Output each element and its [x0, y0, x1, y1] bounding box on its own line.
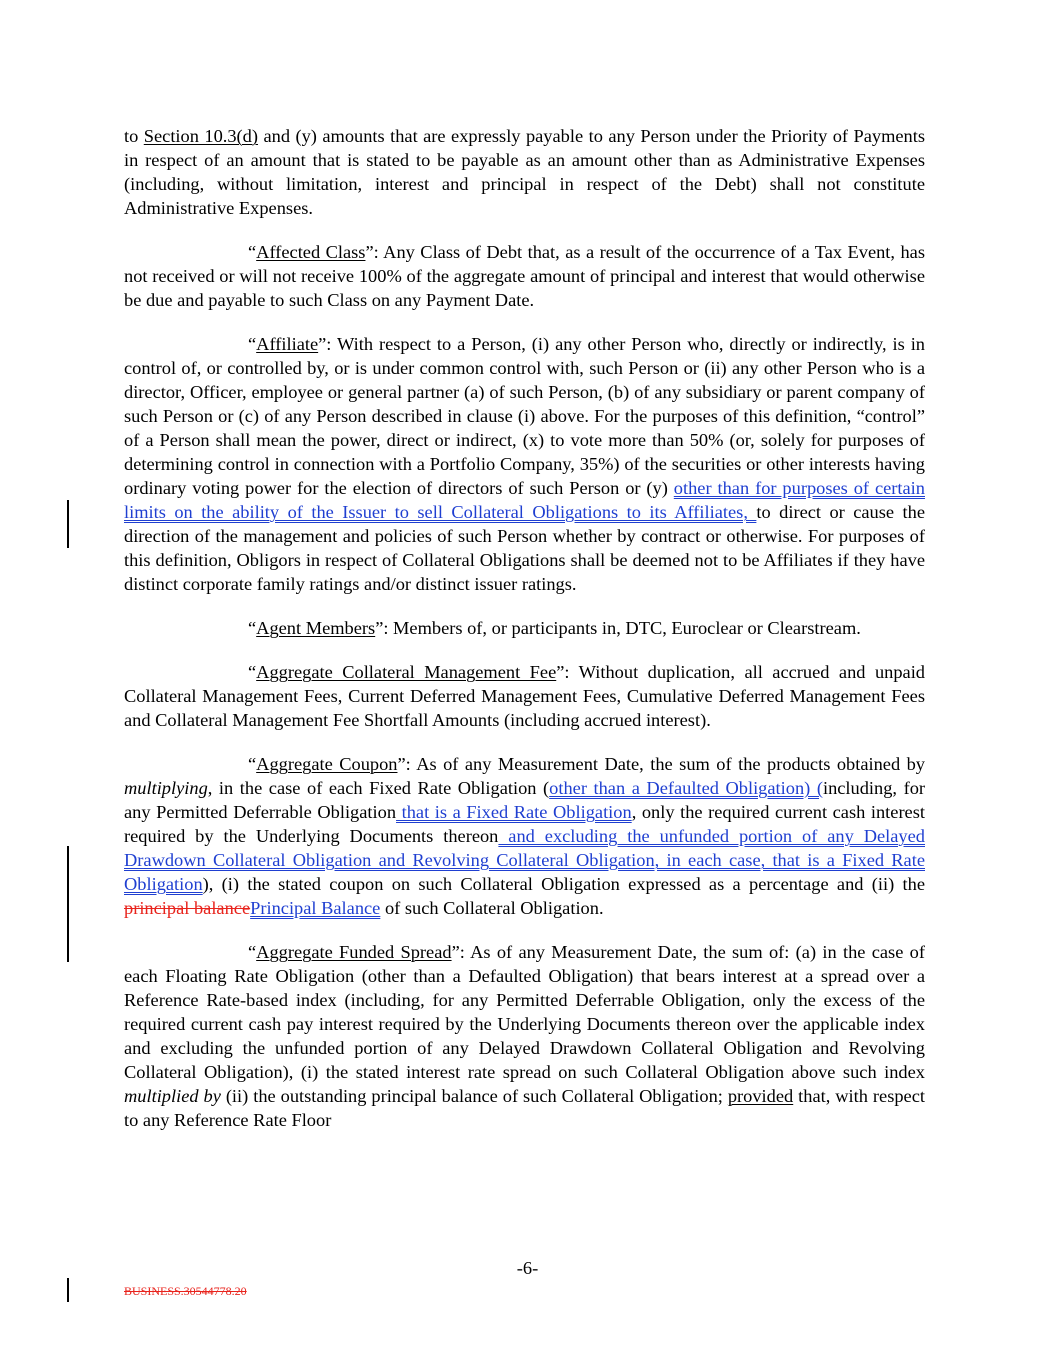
text-run: and (y) amounts that are expressly payable to any Person under the Priority of Payments in respect of an amount that is stated to be payable as an amount other than as Administrative Expenses (including, without limitation, interest and principal in respect of the Debt) shall not constitute Administrative Expenses.	[124, 126, 926, 218]
text-run: “	[248, 754, 257, 774]
text-run: “	[248, 242, 257, 262]
text-run: that, with respect to any Reference Rate Floor	[124, 1086, 925, 1130]
footer-document-id-deleted: BUSINESS.30544778.20	[124, 1284, 247, 1298]
defined-term-underlined: provided	[727, 1086, 794, 1106]
text-run: (ii) the outstanding principal balance of such Collateral Obligation;	[220, 1086, 728, 1106]
text-run: , only the required current cash interest required by the Underlying Documents thereon	[124, 802, 925, 846]
tracked-insertion: other than a Defaulted Obligation) (	[549, 778, 823, 798]
change-bar-affiliate	[67, 500, 69, 548]
text-run: to	[124, 126, 144, 146]
defined-term-underlined: Agent Members	[256, 618, 376, 638]
paragraph-agent-members	[124, 616, 925, 640]
document-page	[124, 124, 925, 1152]
change-bar-aggregate-coupon	[67, 846, 69, 962]
tracked-deletion: principal balance	[124, 898, 251, 918]
paragraph-aggregate-coupon	[124, 752, 925, 920]
change-bar-footer	[67, 1278, 69, 1302]
defined-term-underlined: Affected Class	[256, 242, 366, 262]
text-run: ”: As of any Measurement Date, the sum of: (a) in the case of each Floating Rate Obligation (other than a Defaulted Obligation) that bears interest at a spread over a Reference Rate-based index (including, for any Permitted Deferrable Obligation, only the excess of the required current cash pay interest required by the Underlying Documents thereon over the applicable index and excluding the unfunded portion of any Delayed Drawdown Collateral Obligation and Revolving Collateral Obligation), (i) the stated interest rate spread on such Collateral Obligation above such index	[124, 942, 925, 1082]
tracked-insertion: that is a Fixed Rate Obligation	[396, 802, 632, 822]
italic-text: multiplied by	[124, 1086, 221, 1106]
text-run: ”: Any Class of Debt that, as a result of the occurrence of a Tax Event, has not received or will not receive 100% of the aggregate amount of principal and interest that would otherwise be due and payable to such Class on any Payment Date.	[124, 242, 925, 310]
paragraph-affiliate	[124, 332, 925, 596]
defined-term-underlined: Aggregate Funded Spread	[256, 942, 452, 962]
text-run: to direct or cause the direction of the management and policies of such Person whether by contract or otherwise. For purposes of this definition, Obligors in respect of Collateral Obligations shall be deemed not to be Affiliates if they have distinct corporate family ratings and/or distinct issuer ratings.	[124, 502, 925, 594]
paragraph-aggregate-funded-spread	[124, 940, 925, 1132]
text-run: of such Collateral Obligation.	[380, 898, 604, 918]
text-run: ), (i) the stated coupon on such Collateral Obligation expressed as a percentage and (ii) the	[202, 874, 925, 894]
paragraph-aggregate-collateral-management-fee	[124, 660, 925, 732]
text-run: , in the case of each Fixed Rate Obligation (	[207, 778, 550, 798]
paragraph-admin-expenses-tail	[124, 124, 925, 220]
page-number: -6-	[516, 1258, 539, 1278]
paragraph-affected-class	[124, 240, 925, 312]
tracked-insertion: Principal Balance	[250, 898, 381, 918]
defined-term-underlined: Aggregate Coupon	[256, 754, 398, 774]
text-run: ”: Members of, or participants in, DTC, Euroclear or Clearstream.	[375, 618, 861, 638]
italic-text: multiplying	[124, 778, 208, 798]
text-run: “	[248, 334, 257, 354]
text-run: “	[248, 618, 257, 638]
text-run: “	[248, 942, 257, 962]
defined-term-underlined: Aggregate Collateral Management Fee	[256, 662, 557, 682]
text-run: ”: Without duplication, all accrued and unpaid Collateral Management Fees, Current Deferred Management Fees, Cumulative Deferred Management Fees and Collateral Management Fee Shortfall Amounts (including accrued interest).	[124, 662, 925, 730]
text-run: “	[248, 662, 257, 682]
text-run: including, for any Permitted Deferrable Obligation	[124, 778, 926, 822]
defined-term-underlined: Section 10.3(d)	[143, 126, 259, 146]
tracked-insertion: other than for purposes of certain limits on the ability of the Issuer to sell Collateral Obligations to its Affiliates,	[124, 478, 925, 522]
tracked-insertion: and excluding the unfunded portion of any Delayed Drawdown Collateral Obligation and Revolving Collateral Obligation, in each case, that is a Fixed Rate Obligation	[124, 826, 925, 894]
text-run: ”: As of any Measurement Date, the sum of the products obtained by	[397, 754, 926, 774]
defined-term-underlined: Affiliate	[256, 334, 319, 354]
text-run: ”: With respect to a Person, (i) any other Person who, directly or indirectly, is in control of, or controlled by, or is under common control with, such Person or (ii) any other Person who is a director, Officer, employee or general partner (a) of such Person, (b) of any subsidiary or parent company of such Person or (c) of any Person described in clause (i) above. For the purposes of this definition, “control” of a Person shall mean the power, direct or indirect, (x) to vote more than 50% (or, solely for purposes of determining control in connection with a Portfolio Company, 35%) of the securities or other interests having ordinary voting power for the election of directors of such Person or (y)	[124, 334, 925, 498]
